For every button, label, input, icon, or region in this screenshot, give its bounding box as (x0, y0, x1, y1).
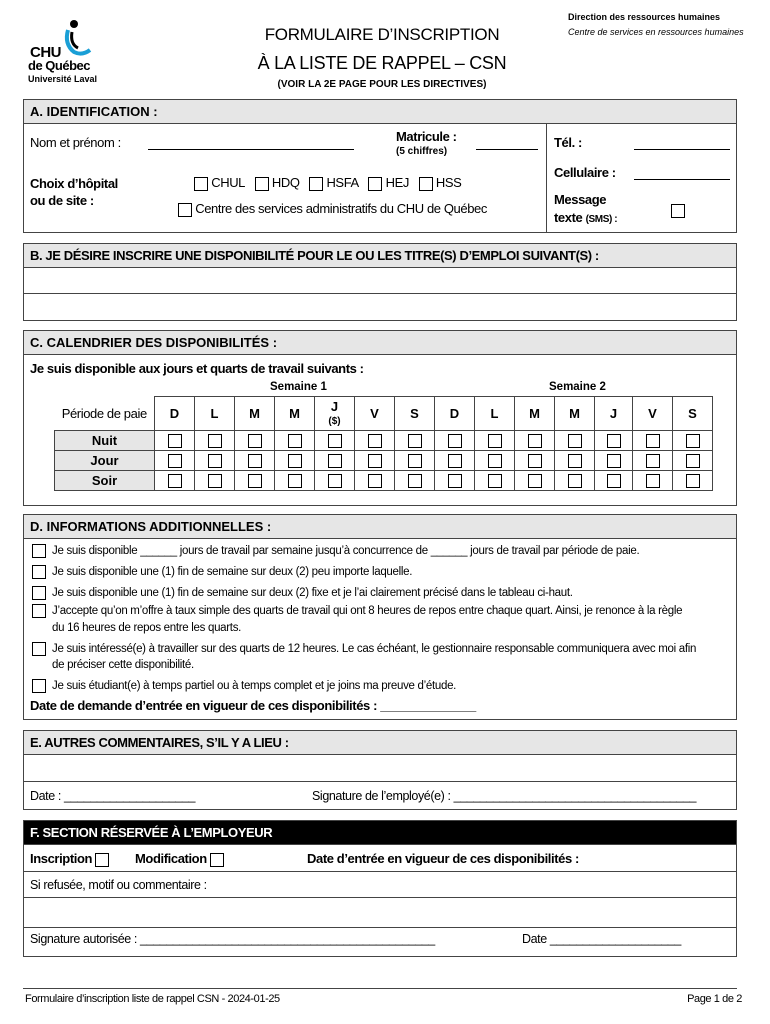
sms-label: (SMS) : (585, 214, 618, 225)
modification-checkbox[interactable] (210, 853, 224, 867)
refusee-line[interactable] (24, 898, 736, 928)
day-header: D (155, 397, 195, 431)
info-text-4: J’accepte qu’on m’offre à taux simple des quarts de travail qui ont 8 heures de repos entre chaque quart. Ainsi, je renonce à la règle (52, 605, 683, 618)
form-subtitle: (VOIR LA 2E PAGE POUR LES DIRECTIVES) (277, 79, 487, 90)
day-header: M (515, 397, 555, 431)
availability-checkbox[interactable] (646, 434, 660, 448)
availability-checkbox[interactable] (408, 474, 422, 488)
shift-label: Jour (55, 451, 155, 471)
availability-checkbox[interactable] (328, 434, 342, 448)
info-checkbox-1[interactable] (32, 544, 46, 558)
day-header: J (595, 397, 633, 431)
info-text-3: Je suis disponible une (1) fin de semaine sur deux (2) fixe et je l’ai clairement précisé dans le tableau ci-haut. (52, 587, 573, 600)
availability-checkbox[interactable] (208, 474, 222, 488)
info-item-6 (32, 679, 456, 693)
form-title-line1: FORMULAIRE D’INSCRIPTION (264, 25, 500, 44)
info-text-2: Je suis disponible une (1) fin de semaine sur deux (2) peu importe laquelle. (52, 566, 413, 579)
site-hej-label: HEJ (385, 175, 410, 190)
calendar-table (54, 396, 713, 491)
availability-checkbox[interactable] (288, 474, 302, 488)
nom-field[interactable] (148, 136, 354, 150)
availability-checkbox[interactable] (448, 474, 462, 488)
shift-row-nuit (55, 431, 713, 451)
texte-word: texte (554, 210, 583, 225)
site-hsfa-label: HSFA (326, 175, 359, 190)
info-item-4-cont: du 16 heures de repos entre les quarts. (52, 622, 242, 634)
availability-checkbox[interactable] (448, 434, 462, 448)
sms-checkbox[interactable] (671, 204, 685, 218)
day-header-j (315, 397, 355, 431)
availability-checkbox[interactable] (328, 454, 342, 468)
footer-page: Page 1 de 2 (687, 993, 742, 1005)
cellulaire-label: Cellulaire : (554, 165, 616, 180)
day-header: D (435, 397, 475, 431)
day-header: S (673, 397, 713, 431)
availability-checkbox[interactable] (248, 454, 262, 468)
signature-employe-field[interactable]: Signature de l’employé(e) : _____________________________________ (312, 789, 697, 803)
nom-label: Nom et prénom : (30, 135, 121, 150)
cellulaire-field[interactable] (634, 166, 730, 180)
date-entree-label: Date d’entrée en vigueur de ces disponibilités : (307, 851, 579, 866)
availability-checkbox[interactable] (288, 434, 302, 448)
info-text-5: Je suis intéressé(e) à travailler sur des quarts de 12 heures. Le cas échéant, le gestionnaire responsable communiquera avec moi afin (52, 643, 697, 656)
logo-universite: Université Laval (28, 74, 98, 84)
availability-checkbox[interactable] (686, 474, 700, 488)
semaine2-label: Semaine 2 (549, 381, 606, 393)
section-titres-emploi (23, 243, 737, 321)
info-checkbox-5[interactable] (32, 642, 46, 656)
availability-checkbox[interactable] (607, 434, 621, 448)
day-header: L (195, 397, 235, 431)
availability-checkbox[interactable] (288, 454, 302, 468)
availability-checkbox[interactable] (168, 434, 182, 448)
availability-checkbox[interactable] (208, 434, 222, 448)
choix-label-1: Choix d’hôpital (30, 176, 118, 191)
centre-services-checkbox[interactable] (178, 203, 192, 217)
site-hdq-label: HDQ (271, 175, 300, 190)
availability-checkbox[interactable] (528, 434, 542, 448)
chu-logo (28, 18, 108, 90)
site-chul-checkbox[interactable] (194, 177, 208, 191)
titre-line-2[interactable] (24, 294, 736, 320)
day-header: M (275, 397, 315, 431)
section-identification (23, 99, 737, 233)
commentaire-line[interactable] (24, 755, 736, 782)
availability-checkbox[interactable] (328, 474, 342, 488)
info-checkbox-4[interactable] (32, 604, 46, 618)
logo-chu: CHU (30, 44, 61, 61)
tel-label: Tél. : (554, 135, 582, 150)
availability-checkbox[interactable] (568, 474, 582, 488)
availability-checkbox[interactable] (646, 454, 660, 468)
availability-checkbox[interactable] (408, 434, 422, 448)
day-header: L (475, 397, 515, 431)
contact-divider (546, 124, 547, 233)
inscription-checkbox[interactable] (95, 853, 109, 867)
date-employeur-field[interactable]: Date ____________________ (522, 932, 681, 946)
info-text-6: Je suis étudiant(e) à temps partiel ou à temps complet et je joins ma preuve d’étude. (52, 680, 457, 693)
matricule-label: Matricule : (396, 129, 457, 144)
day-header: S (395, 397, 435, 431)
site-hss-label: HSS (435, 175, 462, 190)
info-item-1 (32, 544, 639, 558)
shift-label: Soir (55, 471, 155, 491)
info-item-5 (32, 642, 696, 656)
availability-checkbox[interactable] (168, 474, 182, 488)
shift-row-jour (55, 451, 713, 471)
choix-label-2: ou de site : (30, 193, 94, 208)
day-header: V (633, 397, 673, 431)
signature-autorisee-field[interactable]: Signature autorisée : _____________________________________________ (30, 932, 435, 946)
availability-checkbox[interactable] (488, 434, 502, 448)
availability-checkbox[interactable] (607, 474, 621, 488)
availability-checkbox[interactable] (568, 434, 582, 448)
info-checkbox-3[interactable] (32, 586, 46, 600)
logo-quebec: de Québec (28, 58, 90, 73)
site-hdq-checkbox[interactable] (255, 177, 269, 191)
texte-label (554, 210, 617, 225)
modification-option (135, 851, 224, 867)
availability-checkbox[interactable] (488, 474, 502, 488)
matricule-hint: (5 chiffres) (396, 146, 448, 157)
centre-services-label: Centre des services administratifs du CHU de Québec (195, 201, 487, 216)
shift-row-soir (55, 471, 713, 491)
availability-checkbox[interactable] (686, 454, 700, 468)
site-chul-label: CHUL (211, 175, 246, 190)
section-c-title: C. CALENDRIER DES DISPONIBILITÉS : (24, 331, 736, 355)
info-item-2 (32, 565, 412, 579)
date-demande[interactable]: Date de demande d’entrée en vigueur de ces disponibilités : ______________ (30, 698, 476, 713)
inscription-row (24, 845, 736, 872)
day-j: J (330, 398, 339, 414)
modification-label: Modification (135, 851, 207, 866)
message-label: Message (554, 192, 607, 207)
periode-label: Période de paie (55, 397, 155, 431)
availability-checkbox[interactable] (568, 454, 582, 468)
info-checkbox-6[interactable] (32, 679, 46, 693)
site-hsfa-checkbox[interactable] (309, 177, 323, 191)
info-item-4 (32, 604, 682, 618)
availability-checkbox[interactable] (408, 454, 422, 468)
day-header: M (235, 397, 275, 431)
tel-field[interactable] (634, 136, 730, 150)
matricule-field[interactable] (476, 136, 538, 150)
availability-checkbox[interactable] (528, 474, 542, 488)
availability-checkbox[interactable] (168, 454, 182, 468)
info-text-1: Je suis disponible ______ jours de travail par semaine jusqu’à concurrence de ______ jours de travail par période de paie. (52, 545, 640, 558)
calendrier-intro: Je suis disponible aux jours et quarts de travail suivants : (30, 361, 364, 376)
info-item-5-cont: de préciser cette disponibilité. (52, 659, 194, 671)
site-hss-checkbox[interactable] (419, 177, 433, 191)
availability-checkbox[interactable] (607, 454, 621, 468)
availability-checkbox[interactable] (248, 474, 262, 488)
shift-label: Nuit (55, 431, 155, 451)
availability-checkbox[interactable] (528, 454, 542, 468)
section-f-title: F. SECTION RÉSERVÉE À L’EMPLOYEUR (24, 821, 736, 845)
availability-checkbox[interactable] (686, 434, 700, 448)
site-hej-checkbox[interactable] (368, 177, 382, 191)
availability-checkbox[interactable] (368, 474, 382, 488)
info-checkbox-2[interactable] (32, 565, 46, 579)
info-item-3 (32, 586, 573, 600)
direction-text: Direction des ressources humaines (568, 12, 721, 22)
section-a-title: A. IDENTIFICATION : (24, 100, 736, 124)
day-header: V (355, 397, 395, 431)
availability-checkbox[interactable] (248, 434, 262, 448)
day-header: M (555, 397, 595, 431)
section-commentaires (23, 730, 737, 810)
section-e-title: E. AUTRES COMMENTAIRES, S’IL Y A LIEU : (24, 731, 736, 755)
inscription-label: Inscription (30, 851, 93, 866)
section-d-title: D. INFORMATIONS ADDITIONNELLES : (24, 515, 736, 539)
form-title-line2: À LA LISTE DE RAPPEL – CSN (257, 53, 507, 73)
availability-checkbox[interactable] (208, 454, 222, 468)
date-field[interactable]: Date : ____________________ (30, 789, 196, 803)
availability-checkbox[interactable] (368, 434, 382, 448)
footer-left: Formulaire d’inscription liste de rappel CSN - 2024-01-25 (25, 993, 280, 1005)
refusee-label: Si refusée, motif ou commentaire : (30, 878, 207, 892)
refusee-row[interactable] (24, 872, 736, 898)
footer-rule (23, 988, 737, 989)
inscription-option (30, 851, 109, 867)
semaine1-label: Semaine 1 (270, 381, 327, 393)
day-j-note: ($) (328, 415, 341, 427)
section-informations (23, 514, 737, 720)
centre-text: Centre de services en ressources humaines (568, 27, 744, 37)
availability-checkbox[interactable] (646, 474, 660, 488)
site-options (194, 175, 461, 191)
titre-line-1[interactable] (24, 268, 736, 294)
centre-services-option (178, 201, 487, 217)
section-employeur (23, 820, 737, 957)
availability-checkbox[interactable] (448, 454, 462, 468)
availability-checkbox[interactable] (368, 454, 382, 468)
section-b-title: B. JE DÉSIRE INSCRIRE UNE DISPONIBILITÉ POUR LE OU LES TITRE(S) D’EMPLOI SUIVANT(S) : (24, 244, 736, 268)
availability-checkbox[interactable] (488, 454, 502, 468)
